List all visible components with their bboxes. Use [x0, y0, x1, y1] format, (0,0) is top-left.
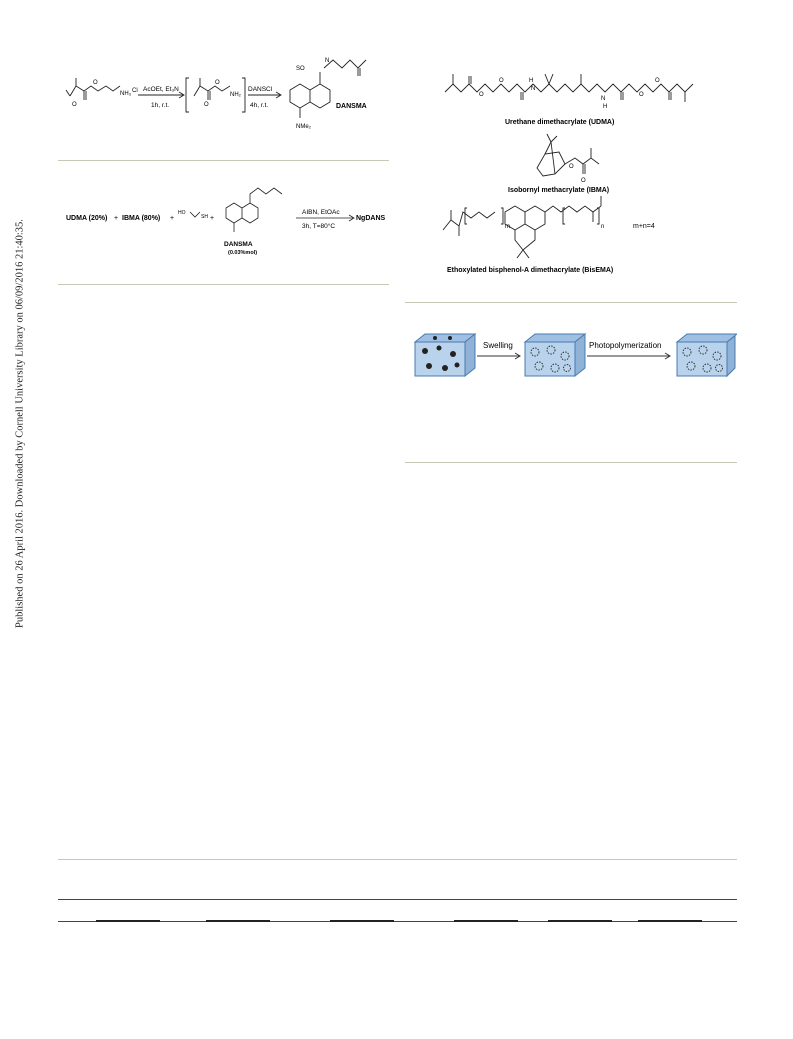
swelling-label: Swelling — [483, 341, 513, 350]
swelling-process-drawing — [405, 318, 737, 388]
svg-text:n: n — [601, 224, 605, 230]
condition-label-2: 4h, r.t. — [250, 102, 269, 109]
svg-text:SH: SH — [201, 214, 208, 220]
udma-fraction: UDMA (20%) — [66, 215, 108, 222]
dansma-synthesis-drawing — [58, 40, 388, 155]
svg-text:O: O — [655, 78, 660, 84]
svg-text:+: + — [114, 215, 119, 222]
section-divider — [58, 284, 389, 285]
section-divider — [58, 160, 389, 161]
svg-text:O: O — [581, 178, 586, 184]
table-column-marks — [58, 920, 737, 922]
ibma-caption: Isobornyl methacrylate (IBMA) — [508, 187, 610, 194]
svg-text:HO: HO — [178, 210, 186, 216]
product-label: DANSMA — [336, 103, 367, 110]
table-top-rule — [58, 859, 737, 860]
svg-text:N: N — [601, 96, 606, 102]
svg-text:O: O — [479, 92, 484, 98]
svg-text:O: O — [215, 80, 220, 86]
svg-text:(0.03%mol): (0.03%mol) — [228, 250, 258, 256]
ibma-fraction: IBMA (80%) — [122, 215, 161, 222]
reagent-label-2: DANSCl — [248, 86, 273, 93]
udma-caption: Urethane dimethacrylate (UDMA) — [505, 119, 615, 126]
svg-text:O: O — [204, 102, 209, 108]
monomer-structures — [405, 40, 735, 280]
dansma-synthesis-scheme — [58, 40, 388, 155]
svg-text:NMe₂: NMe₂ — [296, 124, 311, 130]
svg-text:+: + — [170, 215, 175, 222]
condition-label: 3h, T=80°C — [302, 223, 336, 230]
svg-text:O: O — [569, 164, 574, 170]
download-notice: Published on 26 April 2016. Downloaded by Cornell University Library on 06/09/2016 21:40:35. — [14, 219, 26, 628]
svg-text:O: O — [93, 80, 98, 86]
svg-text:Cl: Cl — [132, 88, 138, 94]
svg-text:NH₂: NH₂ — [230, 92, 241, 98]
mn-note: m+n=4 — [633, 223, 655, 230]
ngdans-label: NgDANS — [356, 215, 386, 222]
reagent-label: AIBN, EtOAc — [302, 209, 340, 216]
svg-text:N: N — [325, 58, 330, 64]
bisema-caption: Ethoxylated bisphenol-A dimethacrylate (BisEMA) — [447, 267, 614, 274]
table-header-rule — [58, 899, 737, 900]
ngdans-synthesis-scheme — [58, 178, 388, 268]
svg-text:H: H — [529, 78, 534, 84]
svg-text:SO: SO — [296, 66, 305, 72]
swelling-process-figure — [405, 318, 737, 448]
svg-text:m: m — [505, 224, 510, 230]
reagent-label-1: AcOEt, Et₃N — [143, 86, 179, 93]
section-divider — [405, 462, 737, 463]
section-divider — [405, 302, 737, 303]
svg-text:H: H — [603, 104, 608, 110]
svg-text:O: O — [72, 102, 77, 108]
svg-text:+: + — [210, 215, 215, 222]
svg-text:N: N — [531, 86, 536, 92]
dansma-label: DANSMA — [224, 241, 253, 248]
ngdans-synthesis-drawing — [58, 178, 388, 268]
photopolymerization-label: Photopolymerization — [589, 341, 662, 350]
svg-text:O: O — [639, 92, 644, 98]
condition-label-1: 1h, r.t. — [151, 102, 170, 109]
svg-text:O: O — [499, 78, 504, 84]
svg-text:NH₃: NH₃ — [120, 91, 132, 97]
monomer-structures-drawing — [405, 40, 735, 280]
